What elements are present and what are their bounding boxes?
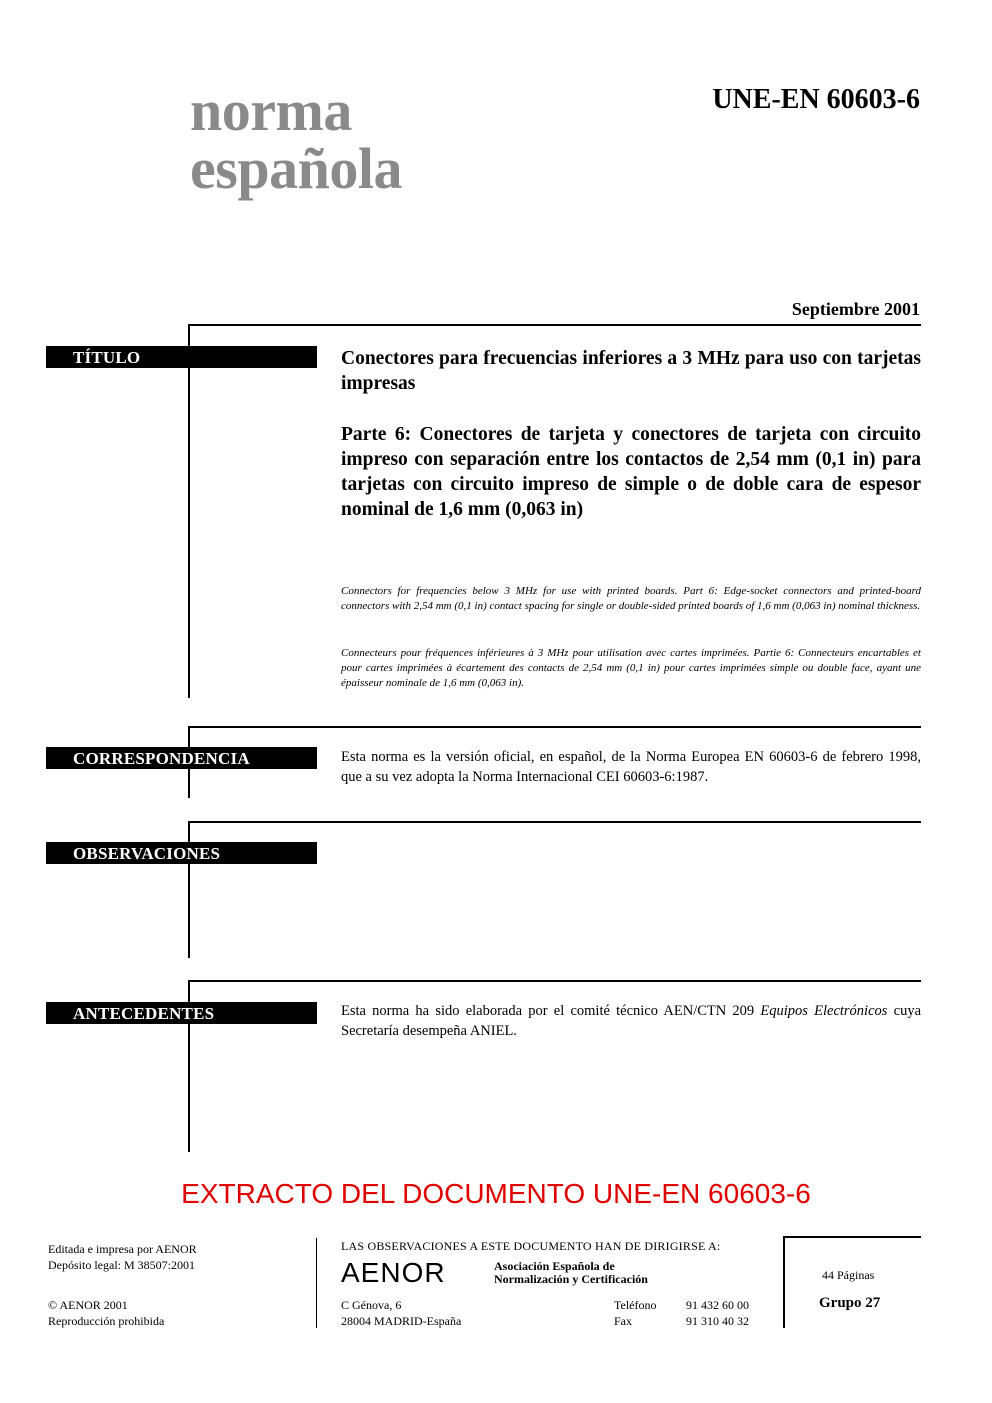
group-box-top xyxy=(783,1236,921,1238)
committee-name: Equipos Electrónicos xyxy=(760,1003,888,1019)
label-titulo: TÍTULO xyxy=(46,346,317,368)
french-title: Connecteurs pour fréquences inférieures à 3 MHz pour utilisation avec cartes imprimées. Partie 6: Connecteurs encartables et pour cartes imprimées à écartement des contacts de 2,54 mm (0,1 in) pour cartes imprimées simple ou double face, ayant une épaisseur nominale de 1,6 mm (0,063 in). xyxy=(341,647,921,689)
address-line-1: C Génova, 6 xyxy=(341,1298,402,1312)
edited-by: Editada e impresa por AENOR xyxy=(48,1242,197,1256)
footer-copyright xyxy=(48,1297,164,1329)
reproduction-note: Reproducción prohibida xyxy=(48,1314,165,1328)
fax-label: Fax xyxy=(614,1314,632,1328)
label-antecedentes: ANTECEDENTES xyxy=(46,1002,317,1024)
footer-rule xyxy=(316,1238,317,1328)
aenor-name-line-1: Asociación Española de xyxy=(494,1259,615,1273)
legal-deposit: Depósito legal: M 38507:2001 xyxy=(48,1258,195,1272)
english-title: Connectors for frequencies below 3 MHz for use with printed boards. Part 6: Edge-socket connectors and printed-board connectors with 2,54 mm (0,1 in) contact spacing for single or double-sided printed boards of 1,6 mm (0,063 in) nominal thickness. xyxy=(341,585,921,612)
publication-date: Septiembre 2001 xyxy=(791,299,920,319)
section-divider xyxy=(188,726,921,728)
price-group: Grupo 27 xyxy=(819,1295,881,1311)
address xyxy=(341,1297,461,1329)
section-divider xyxy=(188,980,921,982)
fax-number: 91 310 40 32 xyxy=(686,1314,749,1328)
group-box-left xyxy=(783,1236,785,1328)
observations-note: LAS OBSERVACIONES A ESTE DOCUMENTO HAN DE DIRIGIRSE A: xyxy=(341,1239,721,1253)
page-count: 44 Páginas xyxy=(822,1268,875,1282)
brand-line-1: norma xyxy=(190,78,352,143)
label-observaciones: OBSERVACIONES xyxy=(46,842,317,864)
document-title: Conectores para frecuencias inferiores a 3 MHz para uso con tarjetas impresas xyxy=(341,348,921,394)
phone-number: 91 432 60 00 xyxy=(686,1298,749,1312)
correspondencia-text: Esta norma es la versión oficial, en español, de la Norma Europea EN 60603-6 de febrero 1998, que a su vez adopta la Norma Internacional CEI 60603-6:1987. xyxy=(341,749,921,785)
copyright: © AENOR 2001 xyxy=(48,1298,128,1312)
standard-code: UNE-EN 60603-6 xyxy=(712,84,920,115)
aenor-name-line-2: Normalización y Certificación xyxy=(494,1272,648,1286)
antecedentes-text xyxy=(341,1001,921,1041)
section-rule xyxy=(188,324,190,698)
aenor-full-name xyxy=(494,1260,648,1286)
section-divider xyxy=(188,324,921,326)
label-correspondencia: CORRESPONDENCIA xyxy=(46,747,317,769)
brand-title xyxy=(190,78,402,201)
antecedentes-text-part: cuya Secretaría desempeña ANIEL. xyxy=(341,1003,922,1039)
aenor-logo: AENOR xyxy=(341,1257,446,1288)
phone-label: Teléfono xyxy=(614,1298,657,1312)
section-divider xyxy=(188,821,921,823)
document-part-title: Parte 6: Conectores de tarjeta y conectores de tarjeta con circuito impreso con separación entre los contactos de 2,54 mm (0,1 in) para tarjetas con circuito impreso de simple o de doble cara de espesor nominal de 1,6 mm (0,063 in) xyxy=(341,424,921,520)
contact-labels xyxy=(614,1297,656,1329)
antecedentes-text-part: Esta norma ha sido elaborada por el comité técnico AEN/CTN 209 xyxy=(341,1003,761,1019)
extract-watermark: EXTRACTO DEL DOCUMENTO UNE-EN 60603-6 xyxy=(181,1178,811,1209)
brand-line-2: española xyxy=(190,136,402,201)
contact-values xyxy=(686,1297,749,1329)
footer-edition xyxy=(48,1241,197,1273)
address-line-2: 28004 MADRID-España xyxy=(341,1314,462,1328)
